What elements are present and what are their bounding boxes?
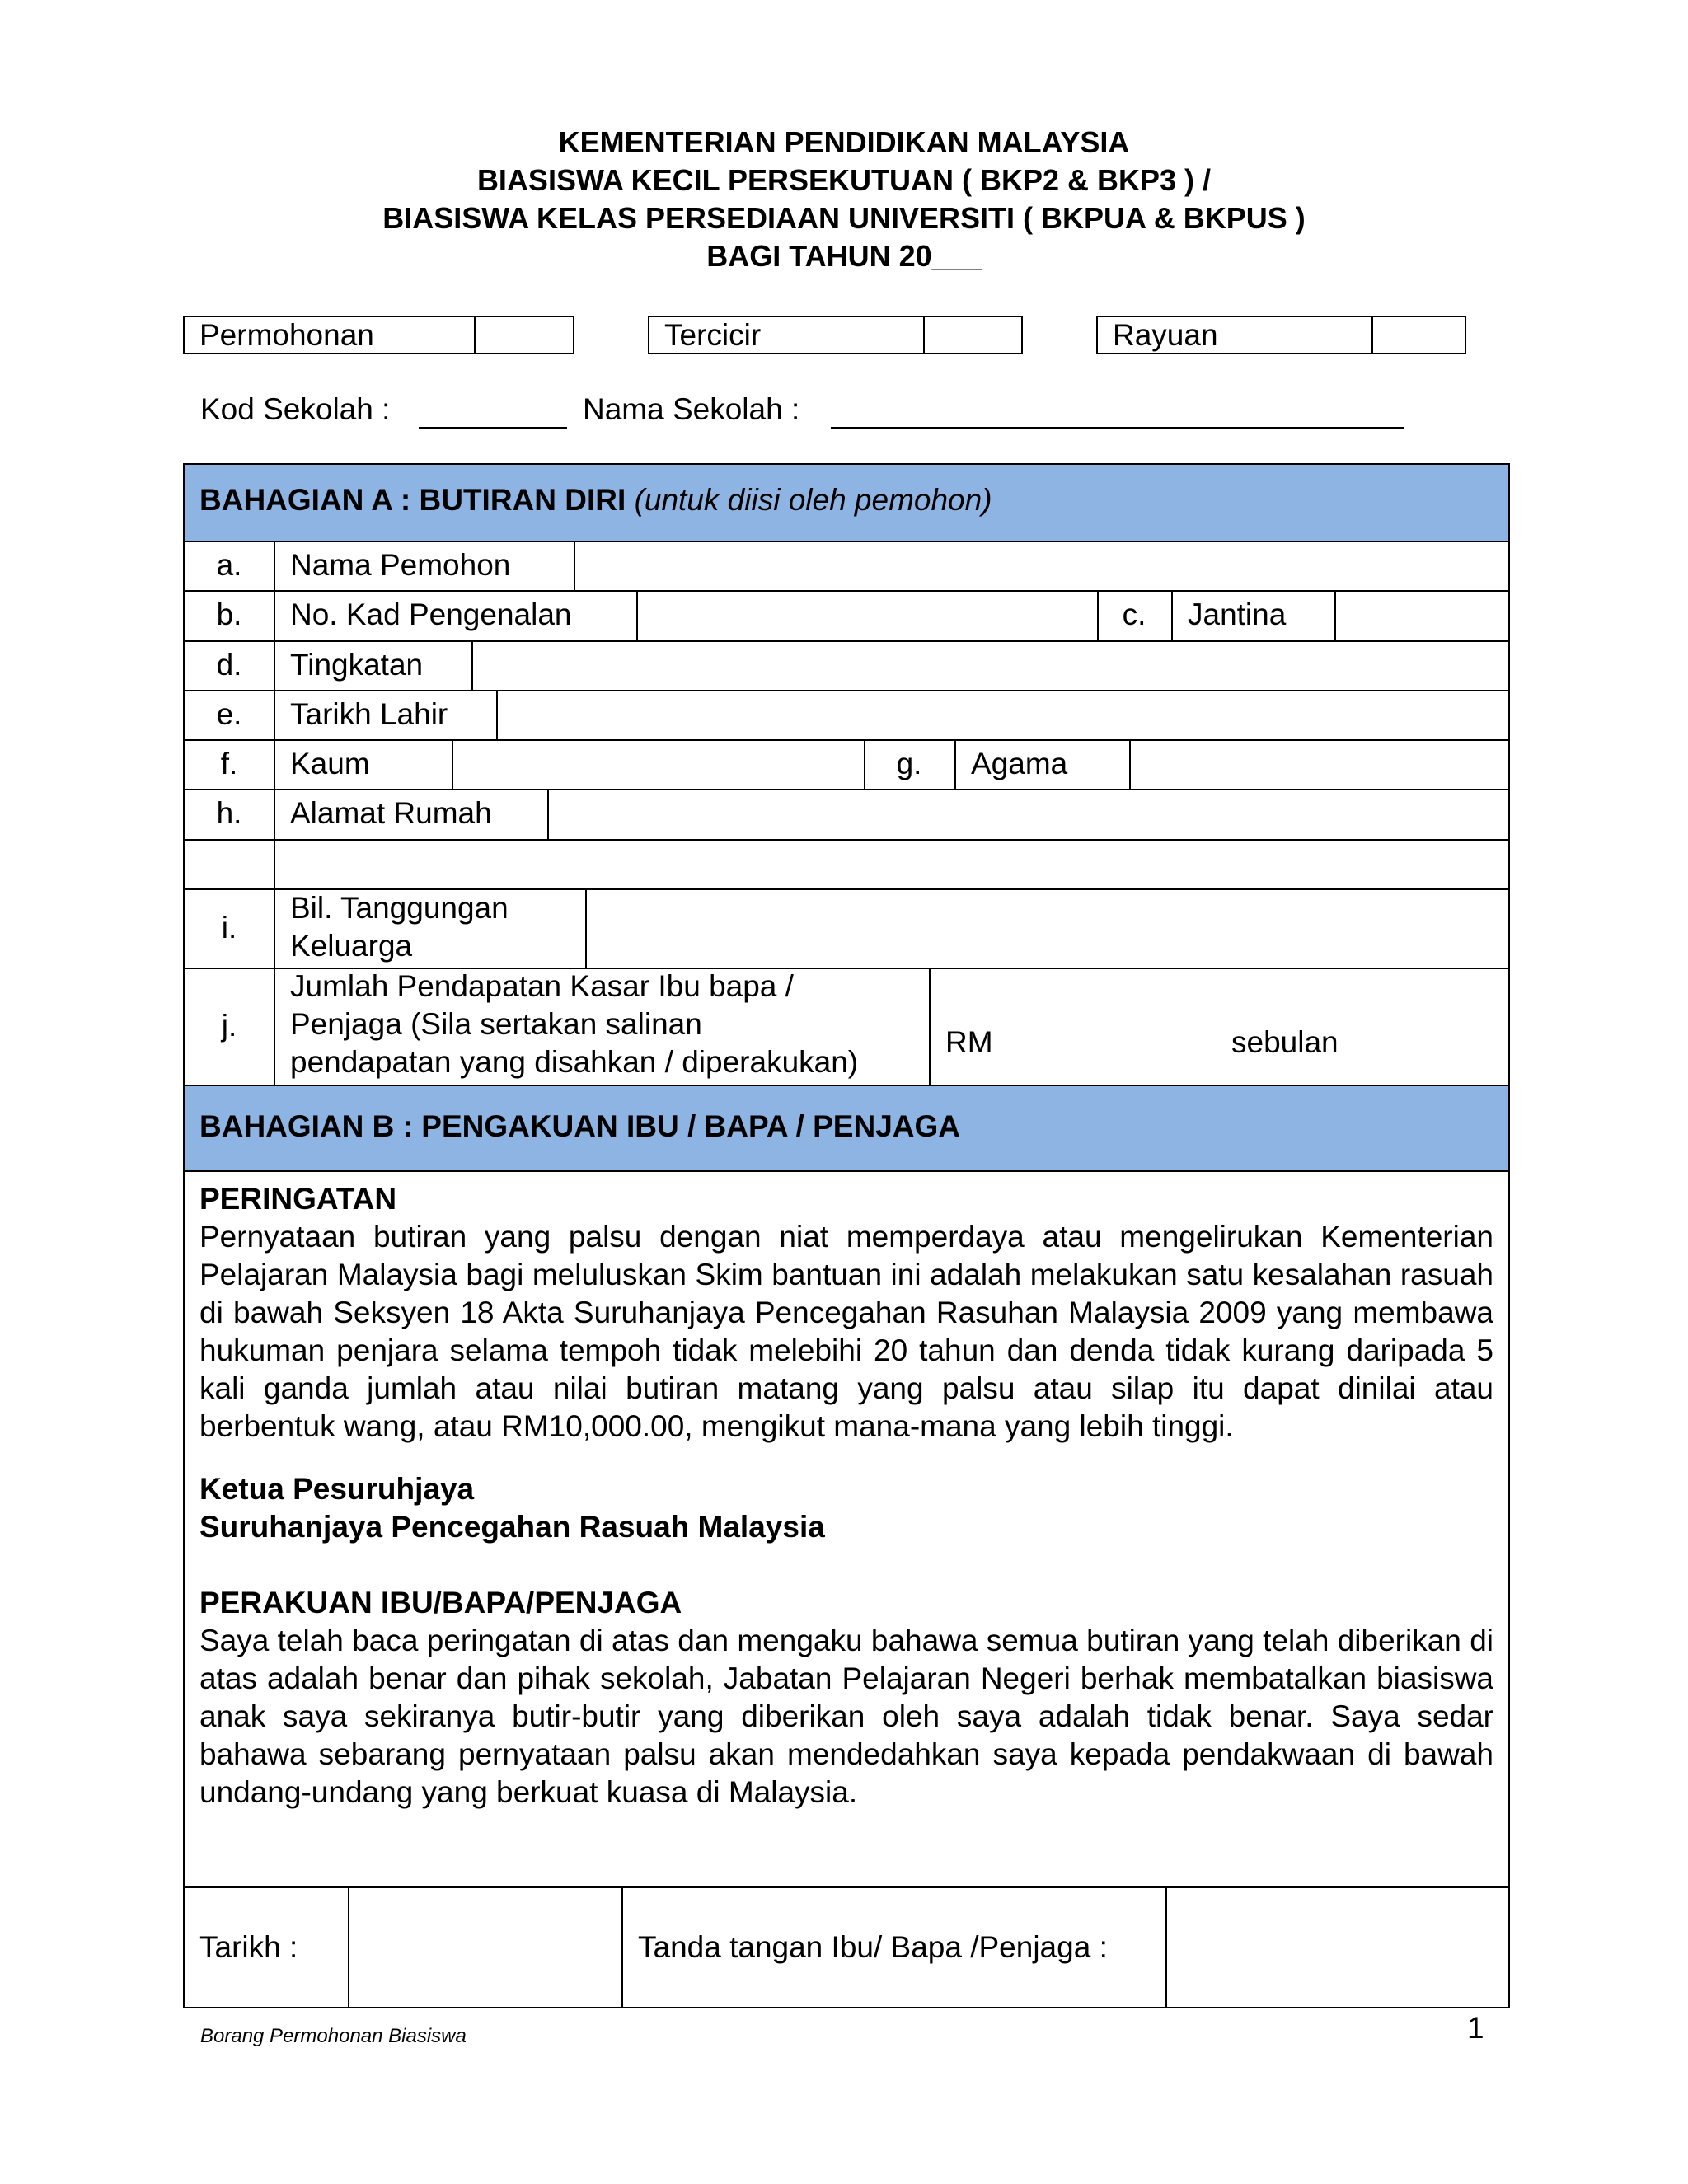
- alamat-rumah-field[interactable]: [549, 790, 1508, 839]
- row-b-letter: b.: [216, 598, 242, 631]
- agama-field[interactable]: [1131, 741, 1508, 789]
- jantina-field[interactable]: [1336, 592, 1508, 640]
- kod-sekolah-label: Kod Sekolah :: [200, 392, 391, 426]
- form-table: [183, 463, 1510, 2008]
- section-b-title: BAHAGIAN B : PENGAKUAN IBU / BAPA / PENJAGA: [199, 1109, 960, 1143]
- nama-sekolah-label: Nama Sekolah :: [583, 392, 800, 426]
- section-a-subtitle: (untuk diisi oleh pemohon): [634, 483, 992, 517]
- header-ministry: KEMENTERIAN PENDIDIKAN MALAYSIA: [558, 125, 1130, 159]
- row-i-letter: i.: [221, 911, 237, 944]
- option-rayuan[interactable]: [1096, 316, 1466, 354]
- kod-sekolah-field[interactable]: [419, 427, 567, 429]
- header-scholarship-bkpu: BIASISWA KELAS PERSEDIAAN UNIVERSITI ( BKPUA & BKPUS ): [382, 201, 1306, 235]
- row-c-letter: c.: [1122, 598, 1146, 631]
- pendapatan-period: sebulan: [1231, 1025, 1339, 1059]
- row-d-letter: d.: [216, 648, 242, 682]
- option-permohonan[interactable]: [183, 316, 574, 354]
- tanggungan-label-line1: Bil. Tanggungan: [290, 891, 509, 925]
- warning-title: PERINGATAN: [199, 1182, 397, 1216]
- row-f-letter: f.: [220, 747, 238, 780]
- nama-pemohon-label: Nama Pemohon: [290, 548, 511, 582]
- pendapatan-field[interactable]: [931, 969, 1508, 1085]
- tanggungan-field[interactable]: [587, 890, 1508, 968]
- signature-label: Tanda tangan Ibu/ Bapa /Penjaga :: [638, 1930, 1108, 1964]
- header-scholarship-bkp: BIASISWA KECIL PERSEKUTUAN ( BKP2 & BKP3 ) /: [476, 163, 1212, 197]
- option-tercicir-label: Tercicir: [649, 317, 925, 353]
- kad-pengenalan-field[interactable]: [638, 592, 1095, 640]
- pendapatan-currency: RM: [945, 1025, 993, 1059]
- nama-sekolah-field[interactable]: [831, 427, 1404, 429]
- row-j-letter: j.: [221, 1009, 237, 1043]
- declaration-text: Saya telah baca peringatan di atas dan mengaku bahawa semua butiran yang telah diberikan di atas adalah benar dan pihak sekolah, Jabatan Pelajaran Negeri berhak membatalkan biasiswa anak saya sekiranya butir-butir yang diberikan oleh saya adalah tidak benar. Saya sedar bahawa sebarang pernyataan palsu akan mendedahkan saya kepada pendakwaan di bawah undang-undang yang berkuat kuasa di Malaysia.: [199, 1624, 1493, 1809]
- tarikh-lahir-label: Tarikh Lahir: [290, 697, 448, 731]
- alamat-rumah-field-line2[interactable]: [275, 841, 1508, 888]
- pendapatan-label-line1: Jumlah Pendapatan Kasar Ibu bapa /: [290, 969, 794, 1003]
- footer-form-name: Borang Permohonan Biasiswa: [200, 2025, 467, 2047]
- tarikh-lahir-field[interactable]: [498, 691, 1508, 739]
- agama-label: Agama: [971, 747, 1068, 780]
- kad-pengenalan-label: No. Kad Pengenalan: [290, 598, 572, 631]
- section-b-header: [185, 1086, 1508, 1170]
- tarikh-field[interactable]: [349, 1888, 620, 2008]
- footer-page-number: 1: [1467, 2011, 1484, 2045]
- signer-title: Ketua Pesuruhjaya: [199, 1472, 475, 1506]
- pendapatan-label-line2: Penjaga (Sila sertakan salinan: [290, 1007, 702, 1041]
- tingkatan-label: Tingkatan: [290, 648, 424, 682]
- kaum-label: Kaum: [290, 747, 370, 780]
- tingkatan-field[interactable]: [473, 642, 1508, 690]
- section-a-title: BAHAGIAN A : BUTIRAN DIRI (untuk diisi oleh pemohon): [199, 483, 992, 517]
- alamat-rumah-label: Alamat Rumah: [290, 796, 492, 830]
- section-a-header: [185, 465, 1508, 541]
- pendapatan-label-line3: pendapatan yang disahkan / diperakukan): [290, 1045, 859, 1079]
- option-tercicir[interactable]: [648, 316, 1023, 354]
- jantina-label: Jantina: [1188, 598, 1287, 631]
- tarikh-label: Tarikh :: [199, 1930, 298, 1964]
- row-a-letter: a.: [216, 548, 242, 582]
- row-h-letter: h.: [216, 796, 242, 830]
- option-permohonan-label: Permohonan: [185, 317, 476, 353]
- row-g-letter: g.: [896, 747, 922, 780]
- tanggungan-label-line2: Keluarga: [290, 929, 413, 963]
- option-rayuan-label: Rayuan: [1098, 317, 1373, 353]
- signature-field[interactable]: [1167, 1888, 1508, 2008]
- nama-pemohon-field[interactable]: [575, 542, 1508, 590]
- signer-organisation: Suruhanjaya Pencegahan Rasuah Malaysia: [199, 1510, 825, 1544]
- row-e-letter: e.: [216, 697, 242, 731]
- header-year: BAGI TAHUN 20___: [706, 239, 982, 273]
- declaration-title: PERAKUAN IBU/BAPA/PENJAGA: [199, 1586, 682, 1619]
- warning-text: Pernyataan butiran yang palsu dengan niat memperdaya atau mengelirukan Kementerian Pelajaran Malaysia bagi meluluskan Skim bantuan ini adalah melakukan satu kesalahan rasuah di bawah Seksyen 18 Akta Suruhanjaya Pencegahan Rasuhan Malaysia 2009 yang membawa hukuman penjara selama tempoh tidak melebihi 20 tahun dan denda tidak kurang daripada 5 kali ganda jumlah atau nilai butiran matang yang palsu atau silap itu dapat dinilai atau berbentuk wang, atau RM10,000.00, mengikut mana-mana yang lebih tinggi.: [199, 1220, 1493, 1443]
- kaum-field[interactable]: [453, 741, 862, 789]
